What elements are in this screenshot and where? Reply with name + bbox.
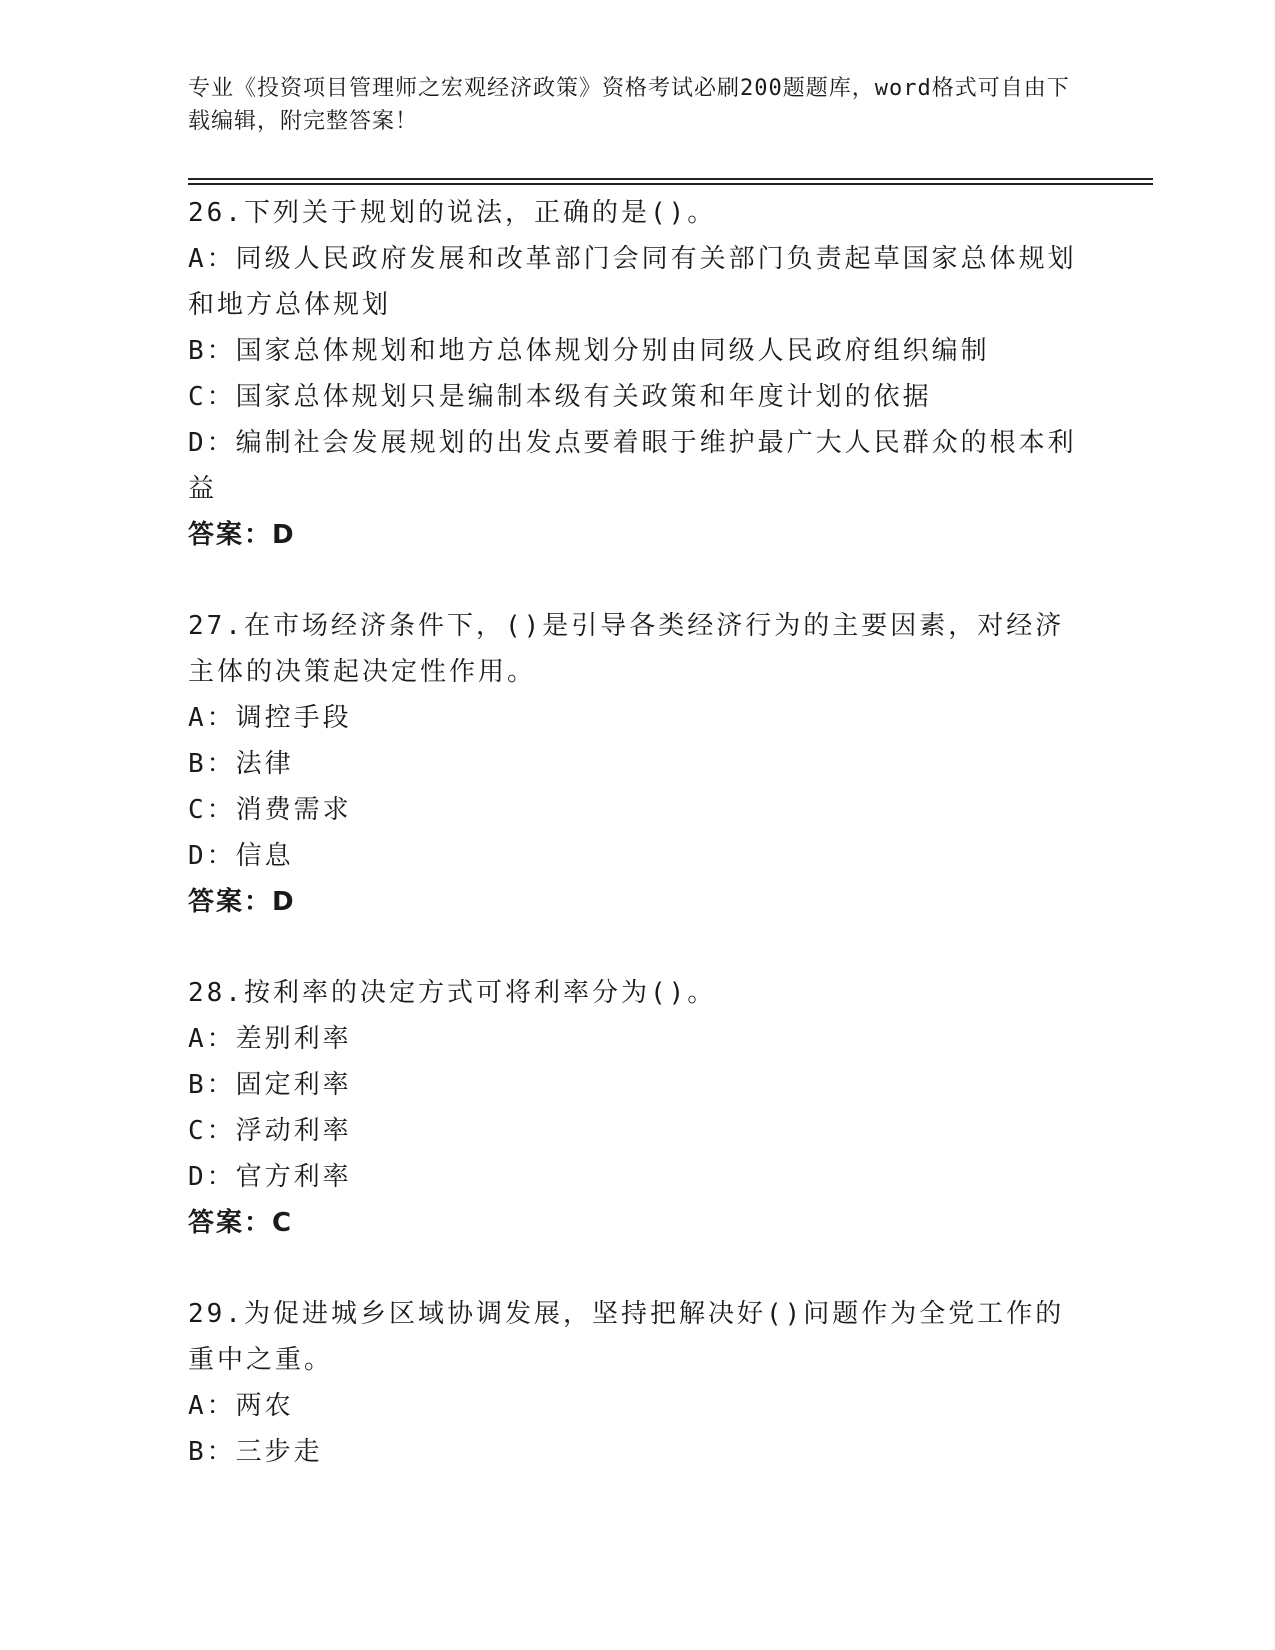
- option-c: C：国家总体规划只是编制本级有关政策和年度计划的依据: [188, 382, 932, 412]
- question-stem: 27.在市场经济条件下，()是引导各类经济行为的主要因素，对经济主体的决策起决定性作用。: [188, 611, 1065, 687]
- option-b: B：国家总体规划和地方总体规划分别由同级人民政府组织编制: [188, 336, 990, 366]
- option-c: C：消费需求: [188, 795, 352, 825]
- option-d: D：信息: [188, 841, 294, 871]
- question-29: [188, 1291, 1078, 1475]
- option-b: B：法律: [188, 749, 294, 779]
- option-d: D：编制社会发展规划的出发点要着眼于维护最广大人民群众的根本利益: [188, 428, 1077, 504]
- question-26: [188, 190, 1078, 558]
- question-list: [188, 190, 1078, 1520]
- answer-line: 答案：D: [188, 520, 296, 550]
- option-c: C：浮动利率: [188, 1116, 352, 1146]
- header-divider-top: [188, 178, 1153, 180]
- option-a: A：同级人民政府发展和改革部门会同有关部门负责起草国家总体规划和地方总体规划: [188, 244, 1077, 320]
- question-stem: 28.按利率的决定方式可将利率分为()。: [188, 978, 717, 1008]
- option-a: A：调控手段: [188, 703, 352, 733]
- answer-line: 答案：D: [188, 887, 296, 917]
- document-header: 专业《投资项目管理师之宏观经济政策》资格考试必刷200题题库，word格式可自由下载编辑，附完整答案！: [188, 76, 1070, 134]
- option-b: B：三步走: [188, 1437, 323, 1467]
- header-divider-bottom: [188, 183, 1153, 185]
- answer-line: 答案：C: [188, 1208, 294, 1238]
- question-27: [188, 603, 1078, 925]
- option-b: B：固定利率: [188, 1070, 352, 1100]
- question-stem: 29.为促进城乡区域协调发展，坚持把解决好()问题作为全党工作的重中之重。: [188, 1299, 1065, 1375]
- option-a: A：两农: [188, 1391, 294, 1421]
- option-d: D：官方利率: [188, 1162, 352, 1192]
- question-stem: 26.下列关于规划的说法，正确的是()。: [188, 198, 717, 228]
- option-a: A：差别利率: [188, 1024, 352, 1054]
- question-28: [188, 970, 1078, 1246]
